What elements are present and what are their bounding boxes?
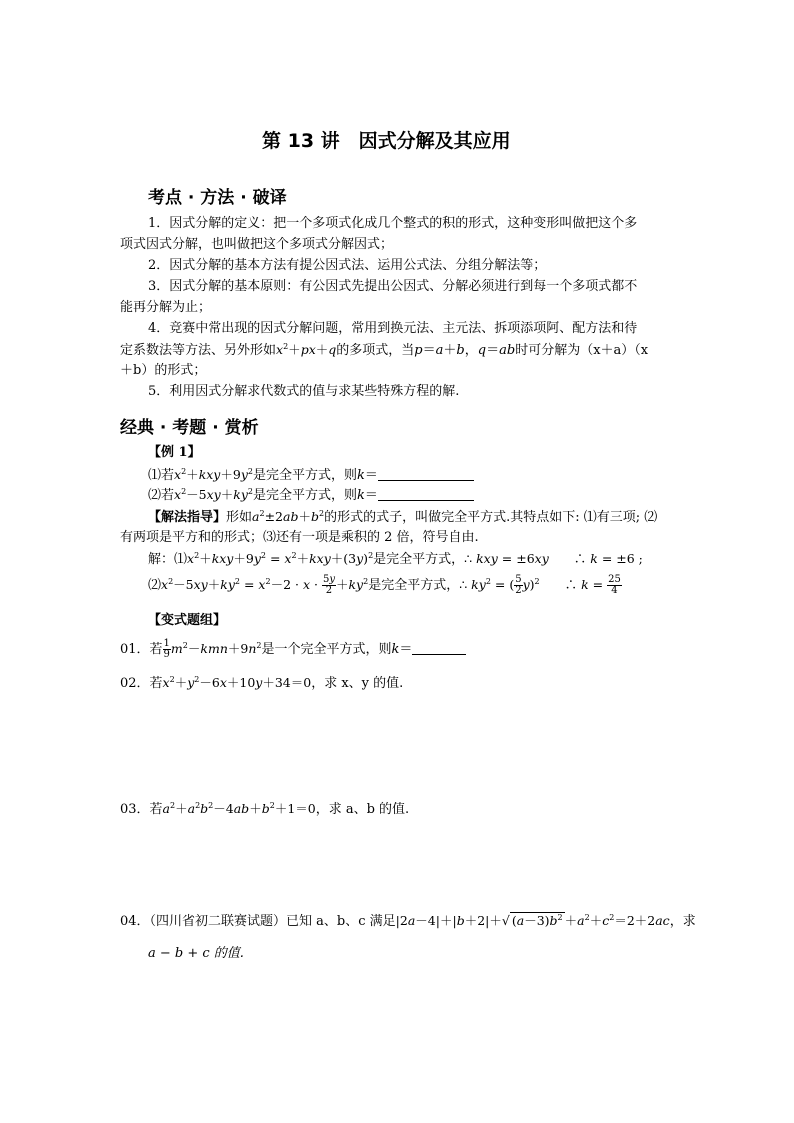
exercise-02: [120, 675, 403, 692]
example-1-question-2: ⑵若$x^2-5xy+ky^2$是完全平方式，则k＝: [148, 487, 474, 504]
point-4-line-3: ＋b）的形式；: [120, 363, 207, 378]
point-3-line-1: 3．因式分解的基本原则：有公因式先提出公因式、分解必须进行到每一个多项式都不: [148, 279, 638, 294]
point-2: 2．因式分解的基本方法有提公因式法、运用公式法、分组分解法等；: [148, 258, 547, 273]
section-heading-classic-problems: 经典 · 考题 · 赏析: [120, 418, 259, 438]
point-4-line-2: [120, 342, 648, 359]
ex02-number: 02．若: [120, 676, 163, 691]
ex01-number: 01．若: [120, 642, 163, 657]
page-title: 第 13 讲 因式分解及其应用: [262, 130, 511, 152]
guide-line-2: 有两项是平方和的形式；⑶还有一项是乘积的 2 倍，符号自由.: [120, 530, 479, 545]
ex02-formula: $x^2+y^2-6x+10y+34=0$: [162, 675, 312, 690]
q2-suffix: 是完全平方式，则: [253, 488, 358, 503]
solution-2: [148, 575, 622, 596]
ex03-text: ，求 a、b 的值.: [315, 802, 410, 817]
guide-text-a: 形如: [226, 510, 253, 525]
exercise-03: [120, 801, 409, 818]
q2-formula: $x^2-5xy+ky^2$: [174, 487, 253, 502]
ex03-number: 03．若: [120, 802, 163, 817]
guide-formula: $a^2\pm 2ab+b^2$: [252, 509, 325, 524]
exercise-04: [120, 913, 696, 930]
guide-line-1: [148, 509, 657, 526]
point-4-text-a: 定系数法等方法、另外形如: [120, 343, 277, 358]
q1-answer-blank[interactable]: [378, 480, 474, 481]
ex01-text: 是一个完全平方式，则: [261, 642, 392, 657]
point-1-line-1: 1．因式分解的定义：把一个多项式化成几个整式的积的形式，这种变形叫做把这个多: [148, 216, 638, 231]
example-1-question-1: ⑴若$x^2+kxy+9y^2$是完全平方式，则k＝: [148, 467, 474, 484]
sol1-result: ∴ kxy = ±6xy ∴ k = ±6 ;: [464, 551, 643, 566]
sol2-prefix: ⑵: [148, 578, 162, 593]
point-5: 5．利用因式分解求代数式的值与求某些特殊方程的解.: [148, 384, 460, 399]
sol2-formula: $x^2-5xy+ky^2 = x^2-2 \cdot x$ · $\frac{5y}{2}$ $+ky^2$: [161, 574, 369, 596]
section-heading-key-points: 考点 · 方法 · 破译: [148, 188, 287, 208]
ex03-formula: $a^2+a^2b^2-4ab+b^2+1=0$: [162, 801, 316, 816]
point-4-text-c: 时可分解为（x＋a）（x: [515, 343, 649, 358]
sol2-mid: 是完全平方式，: [368, 578, 460, 593]
ex04-text: ，求: [669, 914, 696, 929]
q2-answer-blank[interactable]: [378, 500, 474, 501]
example-1-label: 【例 1】: [148, 445, 201, 460]
ex04-number: 04．（四川省初二联赛试题）已知 a、b、c 满足: [120, 914, 396, 929]
ex01-formula: $\frac{1}{9}$ $m^2-kmn+9n^2$: [163, 638, 262, 660]
formula-x2-px-q: $x^2+px+q$: [276, 342, 337, 357]
sol1-prefix: 解：⑴: [148, 552, 188, 567]
q1-prefix: ⑴若: [148, 468, 175, 483]
point-1-line-2: 项式因式分解，也叫做把这个多项式分解因式；: [120, 237, 394, 252]
guide-text-b: 的形式的式子，叫做完全平方式.其特点如下: ⑴有三项; ⑵: [324, 510, 658, 525]
point-3-line-2: 能再分解为止；: [120, 300, 212, 315]
q1-suffix: 是完全平方式，则: [252, 468, 357, 483]
sol1-formula: $x^2+kxy+9y^2 = x^2+kxy+(3y)^2$: [187, 551, 374, 566]
sol2-result: ∴ $ky^2$ = ( $\frac{5}{2}$ y)$^2$ ∴ k = $\frac{25}{4}$: [459, 574, 621, 596]
formula-p-q: p＝a＋b，q＝ab: [414, 343, 516, 358]
exercise-04-line-2: a − b + c 的值.: [148, 946, 244, 961]
exercise-01: 01．若 $\frac{1}{9}$ $m^2-kmn+9n^2$是一个完全平方式，则k＝: [120, 639, 466, 660]
point-4-line-1: 4．竞赛中常出现的因式分解问题，常用到换元法、主元法、拆项添项阿、配方法和待: [148, 321, 638, 336]
point-4-text-b: 的多项式，当: [336, 343, 415, 358]
sol1-mid: 是完全平方式，: [373, 552, 465, 567]
variant-group-label: 【变式题组】: [148, 613, 227, 628]
guide-label: 【解法指导】: [148, 510, 227, 525]
solution-1: [148, 551, 643, 568]
ex04-formula: |2a－4|＋|b＋2|＋√ $(a-3)b^2 +a^2+c^2=2+2ac$: [395, 913, 670, 928]
ex01-answer-blank[interactable]: [412, 654, 466, 655]
ex02-text: ，求 x、y 的值.: [311, 676, 404, 691]
q2-prefix: ⑵若: [148, 488, 175, 503]
q1-formula: $x^2+kxy+9y^2$: [174, 467, 253, 482]
